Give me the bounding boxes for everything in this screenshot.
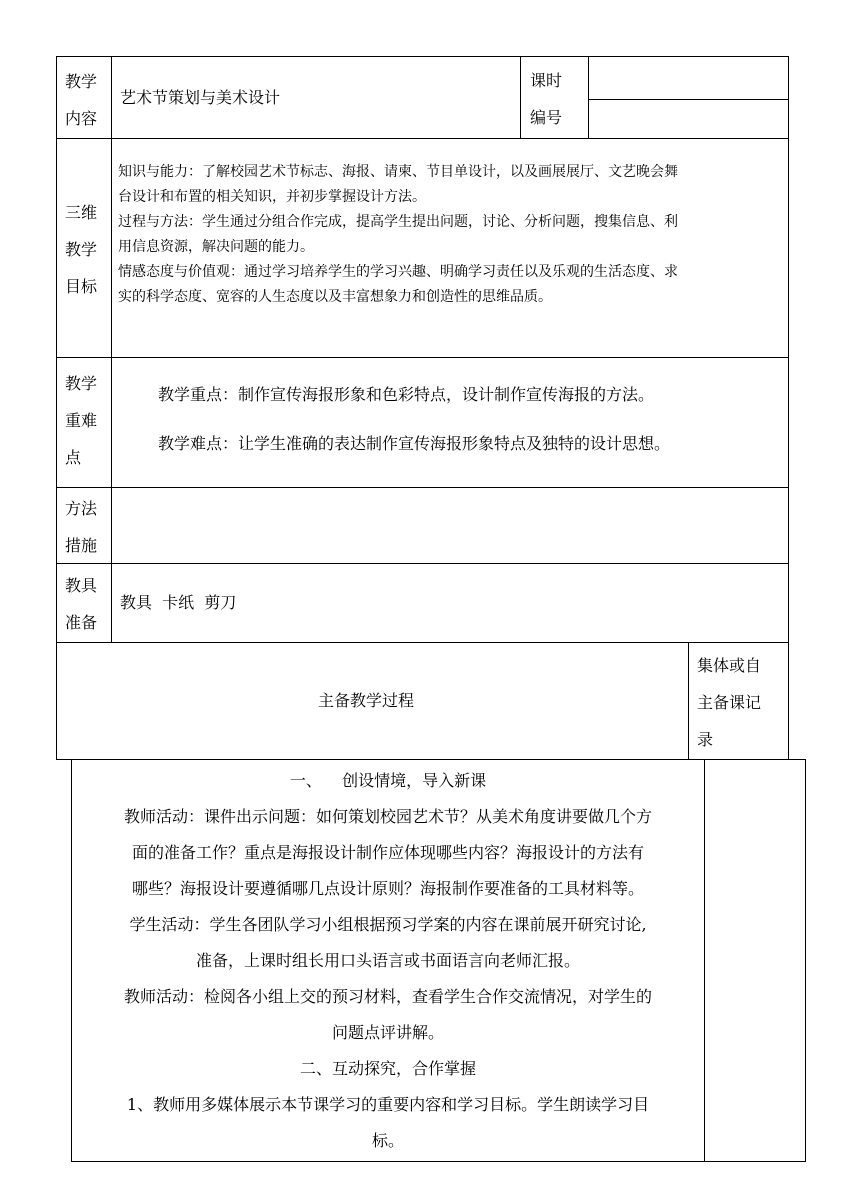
body-line: 一、 创设情境，导入新课	[289, 771, 487, 790]
methods-label: 方法 措施	[65, 499, 98, 555]
row-divider	[56, 563, 789, 564]
body-line: 问题点评讲解。	[331, 1023, 444, 1042]
teaching-focus: 教学重点：制作宣传海报形象和色彩特点，设计制作宣传海报的方法。	[158, 385, 655, 404]
row-divider	[56, 138, 789, 139]
lesson-number-divider	[588, 99, 789, 100]
label-column-divider	[111, 56, 112, 642]
lesson-label-divider	[520, 56, 521, 138]
objectives-text	[118, 160, 678, 310]
record-column-divider	[688, 642, 689, 760]
content-value: 艺术节策划与美术设计	[120, 88, 281, 107]
body-line: 准备，上课时组长用口头语言或书面语言向老师汇报。	[195, 951, 580, 970]
lesson-value-divider	[588, 56, 589, 138]
key-points-label: 教学 重难 点	[65, 374, 98, 467]
body-line: 哪些？海报设计要遵循哪几点设计原则？海报制作要准备的工具材料等。	[131, 879, 644, 898]
tools-value: 教具 卡纸 剪刀	[120, 593, 237, 612]
objective-line: 过程与方法：学生通过分组合作完成，提高学生提出问题，讨论、分析问题，搜集信息、利	[118, 214, 678, 230]
lesson-number-label: 课时 编号	[530, 71, 563, 127]
body-line: 教师活动：课件出示问题：如何策划校园艺术节？从美术角度讲要做几个方	[123, 807, 652, 826]
objective-line: 情感态度与价值观：通过学习培养学生的学习兴趣、明确学习责任以及乐观的生活态度、求	[118, 264, 678, 280]
content-label: 教学 内容	[65, 72, 98, 128]
body-line: 二、互动探究，合作掌握	[299, 1059, 476, 1078]
process-record-divider	[704, 759, 705, 1162]
tools-label: 教具 准备	[65, 576, 98, 632]
body-line: 学生活动：学生各团队学习小组根据预习学案的内容在课前展开研究讨论,	[129, 915, 647, 934]
row-divider	[56, 487, 789, 488]
body-line: 面的准备工作？重点是海报设计制作应体现哪些内容？海报设计的方法有	[131, 843, 644, 862]
body-line: 标。	[371, 1131, 404, 1150]
process-title: 主备教学过程	[318, 691, 415, 710]
objectives-label: 三维 教学 目标	[65, 203, 98, 296]
process-body	[72, 763, 704, 1159]
objective-line: 用信息资源，解决问题的能力。	[118, 239, 314, 255]
objective-line: 知识与能力：了解校园艺术节标志、海报、请柬、节目单设计，以及画展展厅、文艺晚会舞	[118, 164, 678, 180]
record-label: 集体或自 主备课记 录	[697, 656, 762, 749]
body-line: 1、教师用多媒体展示本节课学习的重要内容和学习目标。学生朗读学习目	[126, 1095, 650, 1114]
body-line: 教师活动：检阅各小组上交的预习材料，查看学生合作交流情况，对学生的	[123, 987, 652, 1006]
row-divider	[56, 642, 789, 643]
objective-line: 实的科学态度、宽容的人生态度以及丰富想象力和创造性的思维品质。	[118, 289, 552, 305]
row-divider	[56, 357, 789, 358]
teaching-difficulty: 教学难点：让学生准确的表达制作宣传海报形象特点及独特的设计思想。	[158, 434, 671, 453]
objective-line: 台设计和布置的相关知识，并初步掌握设计方法。	[118, 189, 426, 205]
